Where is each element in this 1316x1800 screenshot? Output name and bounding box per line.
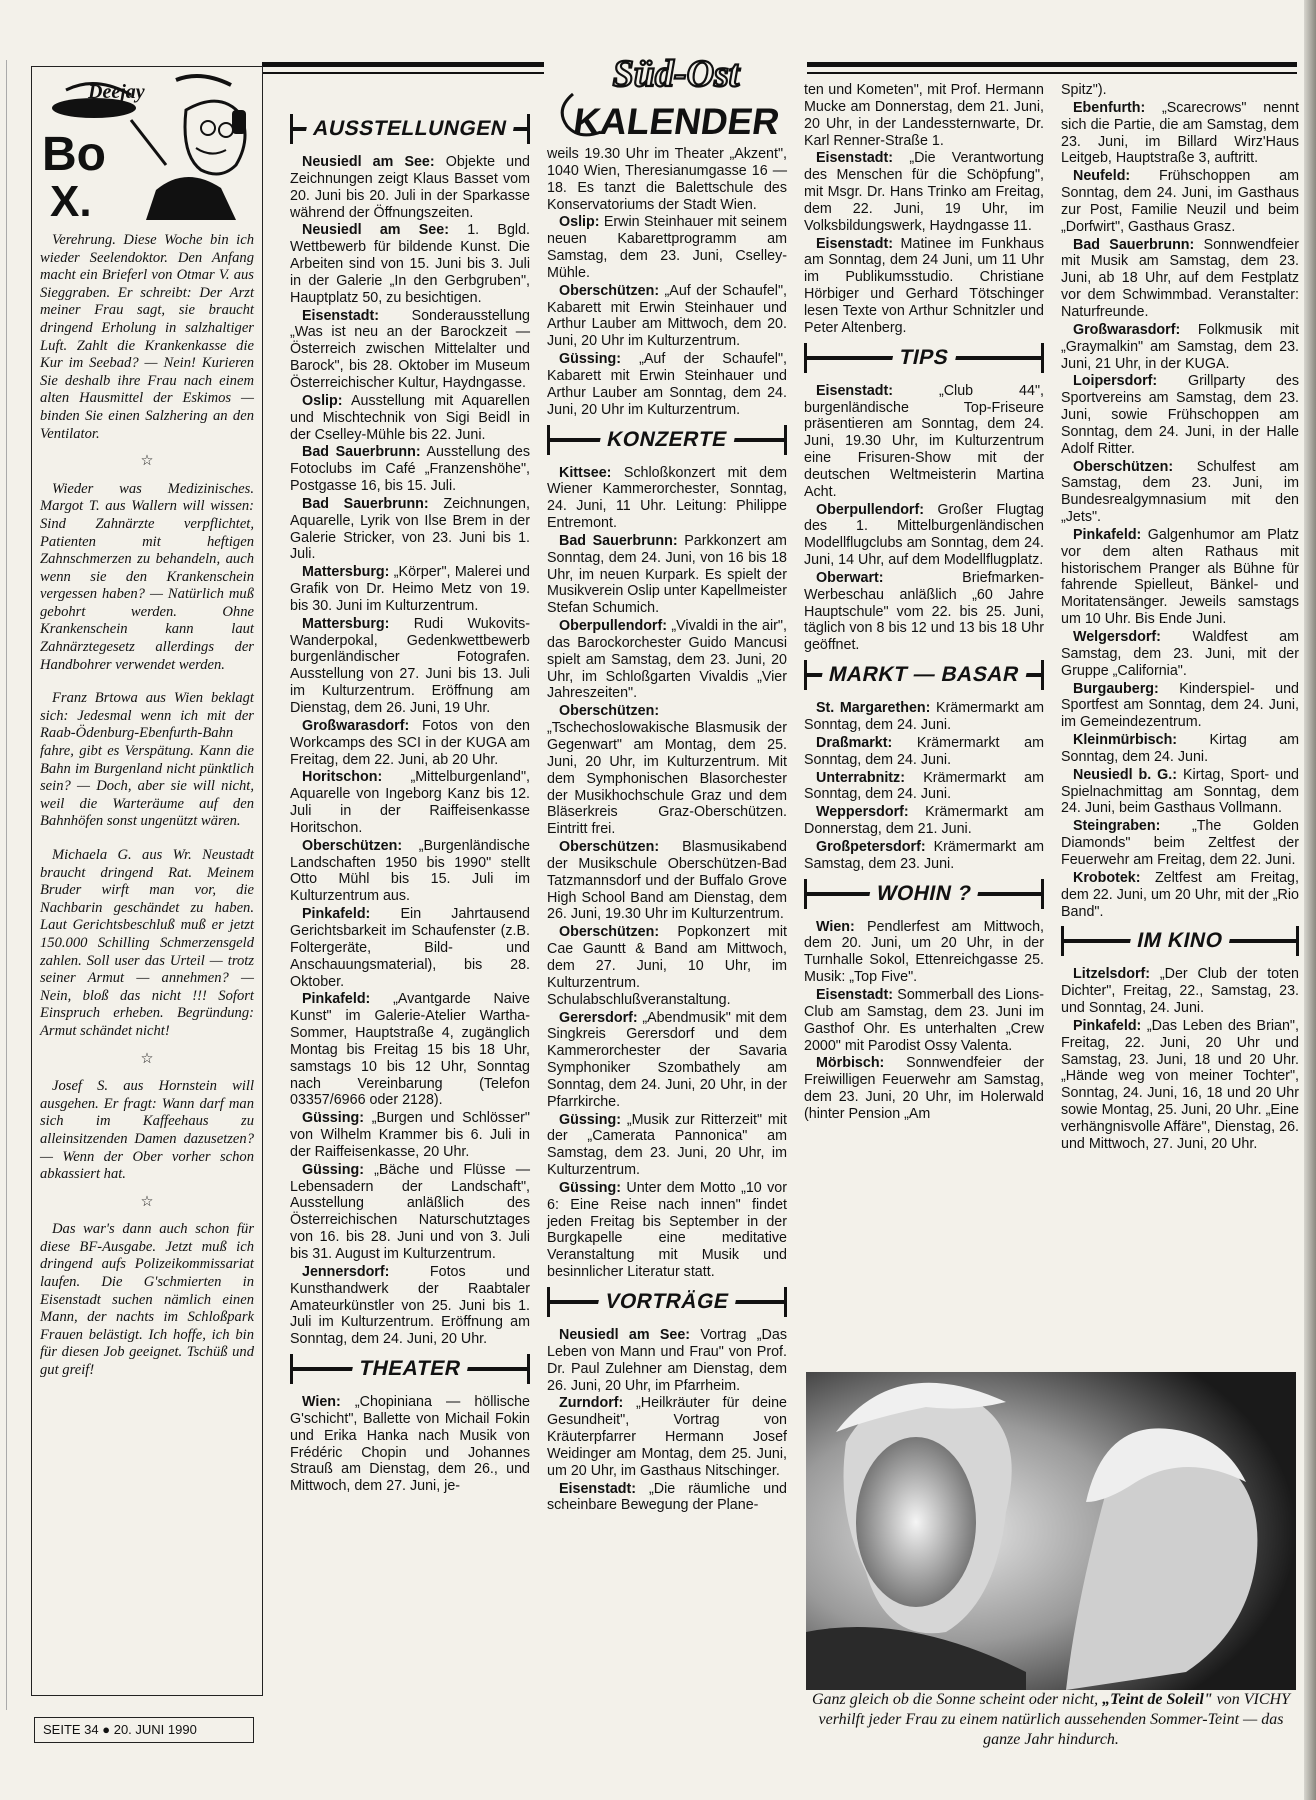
listing-text: Matinee im Funkhaus am Sonntag, dem 24 Juni, um 11 Uhr im Publikumsstudio. Christiane Hörbiger und Gerhard Tötschinger lesen Texte von Arthur Schnitzler und Peter Altenberg. xyxy=(804,235,1044,336)
listing-place: Oberschützen: xyxy=(559,703,660,720)
listing-entry xyxy=(547,1395,787,1479)
listing-text: Sonnwendfeier mit Musik am Samstag, dem 23. Juni, ab 18 Uhr, auf dem Festplatz vor dem Schwimmbad. Veranstalter: Naturfreunde. xyxy=(1061,236,1299,320)
listing-text: Fotos von den Workcamps des SCI in der KUGA am Freitag, dem 22. Juni, ab 20 Uhr. xyxy=(290,717,530,768)
listing-entry xyxy=(1061,459,1299,526)
listing-entry xyxy=(1061,681,1299,732)
listing-entry xyxy=(547,214,787,281)
listing-place: Krobotek: xyxy=(1073,869,1141,886)
listing-place: Eisenstadt: xyxy=(816,235,894,252)
listing-entry xyxy=(290,308,530,392)
top-rule-left-thin xyxy=(262,72,544,74)
listing-text: „Tschechoslowakische Blasmusik der Gegenwart" am Montag, dem 25. Juni, 20 Uhr, im Kulturzentrum. Mit dem Symphonischen Blasorchester der Musikhochschule Graz und dem Bläserkreis Graz-Oberschützen. Eintritt frei. xyxy=(547,720,787,838)
listing-place: Draßmarkt: xyxy=(816,734,893,751)
listing-place: Kleinmürbisch: xyxy=(1073,732,1178,749)
listing-place: Oslip: xyxy=(559,214,600,231)
section-header-ausstellungen xyxy=(290,114,530,144)
listing-text: „Vivaldi in the air", das Barockorchester Guido Mancusi spielt am Samstag, dem 23. Juni, 20 Uhr, im Schloßgarten Vivaldis „Vier Jahreszeiten". xyxy=(547,618,787,702)
listing-place: Steingraben: xyxy=(1073,818,1161,835)
listing-entry xyxy=(290,154,530,221)
section-header-tips xyxy=(804,343,1044,373)
sidebar-paragraph: Michaela G. aus Wr. Neustadt braucht dringend Rat. Meinem Bruder wirft man vor, die Nachbarin geschändet zu haben. Laut Gerichtsbeschluß muß er jetzt 150.000 Schilling Schmerzensgeld zahlen. Soll user das Urteil — trotz seiner Armut — annehmen? — Nein, bloß das nicht !!! Sofort Einspruch erheben. Begründung: Armut schändet nicht! xyxy=(40,847,254,1039)
listing-entry xyxy=(290,1162,530,1263)
listing-place: Oberschützen: xyxy=(559,282,660,299)
photo-caption xyxy=(806,1690,1296,1750)
listing-text: Sonnwendfeier der Freiwilligen Feuerwehr am Samstag, dem 23. Juni, 20 Uhr, im Holerwald (hinter Pension „Am xyxy=(804,1055,1044,1122)
listing-place: Bad Sauerbrunn: xyxy=(302,444,421,461)
listing-entry xyxy=(804,1055,1044,1122)
listing-entry xyxy=(290,1110,530,1161)
left-margin-line xyxy=(6,60,7,1710)
listing-entry xyxy=(547,703,787,838)
listing-place: Oberpullendorf: xyxy=(559,618,668,635)
listing-place: Unterrabnitz: xyxy=(816,769,905,786)
section-title: KONZERTE xyxy=(597,427,736,453)
listing-place: Neusiedl b. G.: xyxy=(1073,766,1178,783)
listing-place: Neusiedl am See: xyxy=(559,1327,691,1343)
listing-entry xyxy=(804,700,1044,734)
listing-entry xyxy=(547,1481,787,1515)
listing-entry xyxy=(1061,100,1299,167)
listing-entry xyxy=(1061,629,1299,680)
listing-entry xyxy=(290,393,530,444)
listing-entry xyxy=(1061,966,1299,1017)
listing-place: Großwarasdorf: xyxy=(1073,321,1181,338)
page-footer: SEITE 34 ● 20. JUNI 1990 xyxy=(34,1717,254,1743)
listing-entry xyxy=(1061,1018,1299,1153)
listing-place: Burgauberg: xyxy=(1073,680,1159,697)
listing-entry xyxy=(290,1394,530,1495)
listing-place: Bad Sauerbrunn: xyxy=(1073,236,1195,253)
listing-text: Sommerball des Lions-Club am Samstag, dem 23. Juni im Gasthof Ohr. Es unterhalten „Crew 2000" mit Parodist Ossy Valenta. xyxy=(804,986,1044,1054)
logo-x-text: X. xyxy=(50,177,92,222)
listing-place: Neusiedl am See: xyxy=(302,222,449,239)
listing-entry xyxy=(547,351,787,418)
listing-entry xyxy=(1061,237,1299,321)
listing-text: Fotos und Kunsthandwerk der Raabtaler Amateurkünstler von 25. Juni bis 1. Juli im Kulturzentrum. Eröffnung am Sonntag, dem 24. Juni, 20 Uhr. xyxy=(290,1263,530,1348)
listing-text: „Heilkräuter für deine Gesundheit", Vortrag von Kräuterpfarrer Hermann Josef Weidinger am Montag, dem 25. Juni, um 20 Uhr, im Gasthaus Nitschinger. xyxy=(547,1395,787,1479)
listing-text: „Das Leben des Brian", Freitag, 22. Juni, 20 Uhr und Samstag, 23. Juni, 18 und 20 Uhr. „Hände weg von meiner Tochter", Sonntag, 24. Juni, 16, 18 und 20 Uhr sowie Montag, 25. Juni, 20 Uhr. „Eine verhängnisvolle Affäre", Dienstag, 26. und Mittwoch, 27. Juni, 20 Uhr. xyxy=(1061,1017,1299,1152)
listing-text: Krämermarkt am Donnerstag, dem 21. Juni. xyxy=(804,804,1044,838)
listing-entry xyxy=(1061,82,1299,99)
star-icon: ☆ xyxy=(140,1193,154,1210)
section-title: VORTRÄGE xyxy=(596,1289,739,1315)
listing-text: „The Golden Diamonds" beim Zeltfest der Feuerwehr am Freitag, dem 22. Juni. xyxy=(1061,818,1299,868)
listing-text: ten und Kometen", mit Prof. Hermann Mucke am Donnerstag, dem 21. Juni, 20 Uhr, in der Landessternwarte, Dr. Karl Renner-Straße 1. xyxy=(804,82,1044,149)
listing-place: Pinkafeld: xyxy=(1073,1017,1142,1034)
listing-place: Güssing: xyxy=(302,1110,364,1127)
listing-entry xyxy=(290,222,530,306)
listing-text: Briefmarken-Werbeschau anläßlich „60 Jahre Hauptschule" vom 22. bis 25. Juni, täglich von 8 bis 12 und 13 bis 18 Uhr geöffnet. xyxy=(804,569,1044,654)
listing-place: Eisenstadt: xyxy=(816,382,894,399)
listing-entry xyxy=(290,564,530,615)
listing-entry xyxy=(290,444,530,495)
listing-entry xyxy=(804,570,1044,654)
listing-place: Güssing: xyxy=(559,351,621,368)
caption-part-c: von VICHY verhilft jeder Frau zu einem natürlich aussehenden Sommer-Teint — das ganze Jahr hindurch. xyxy=(818,1691,1290,1748)
listing-text: Zeichnungen, Aquarelle, Lyrik von Ilse Brem in der Galerie Stricker, von 23. Juni bis 1. Juli. xyxy=(290,495,530,563)
listing-place: Oberschützen: xyxy=(559,839,660,856)
listing-entry xyxy=(804,383,1044,501)
section-header-im-kino xyxy=(1061,926,1299,956)
column-2 xyxy=(547,146,787,1515)
listing-place: Eisenstadt: xyxy=(816,986,894,1003)
listing-place: Wien: xyxy=(302,1394,341,1411)
listing-text: „Chopiniana — höllische G'schicht", Ballette von Michail Fokin und Erika Hanka nach Musik von Frédéric Chopin und Johannes Strauß am Dienstag, dem 26., und Mittwoch, dem 27. Juni, je- xyxy=(290,1394,530,1495)
listing-entry xyxy=(547,1010,787,1111)
listing-place: Mattersburg: xyxy=(302,615,390,632)
sidebar-paragraph: Josef S. aus Hornstein will ausgehen. Er fragt: Wann darf man sich im Kaffeehaus zu alleinsitzenden Damen dazusetzen? — Wenn der Ober vorher schon abkassiert hat. xyxy=(40,1078,254,1183)
right-edge-shadow xyxy=(1304,0,1316,1800)
listing-place: Pinkafeld: xyxy=(1073,526,1142,543)
listing-entry xyxy=(290,838,530,905)
section-title: MARKT — BASAR xyxy=(819,662,1028,688)
listing-text: Ein Jahrtausend Gerichtsbarkeit im Schaufenster (z.B. Foltergeräte, Bild- und Anschauungsmaterial), bis 28. Oktober. xyxy=(290,906,530,990)
listing-text: Zeltfest am Freitag, dem 22. Juni, um 20 Uhr, mit der „Rio Band". xyxy=(1061,869,1299,920)
listing-text: Sonderausstellung „Was ist neu an der Barockzeit — Österreich zwischen Mittelalter und Barock", bis 28. Oktober im Museum Österreichischer Kultur, Haydngasse. xyxy=(290,307,530,391)
listing-place: Pinkafeld: xyxy=(302,991,371,1008)
section-title: THEATER xyxy=(350,1356,471,1382)
listing-entry xyxy=(804,502,1044,569)
listing-entry xyxy=(290,769,530,836)
listing-place: Ebenfurth: xyxy=(1073,99,1146,116)
listing-entry xyxy=(1061,322,1299,373)
listing-entry xyxy=(547,283,787,350)
listing-place: Oberschützen: xyxy=(1073,458,1174,475)
listing-place: St. Margarethen: xyxy=(816,700,931,717)
listing-text: Galgenhumor am Platz vor dem alten Rathaus mit historischem Pranger als Bühne für fahrende Spielleut, Bänkel- und Moritatensänger. Jeweils samstags um 10 Uhr. Bis Ende Juni. xyxy=(1061,526,1299,628)
deejay-box-logo xyxy=(36,70,258,222)
sidebar-paragraph: Verehrung. Diese Woche bin ich wieder Seelendoktor. Den Anfang macht ein Brieferl von Otmar V. aus Sieggraben. Er schreibt: Der Arzt meiner Frau sagt, sie braucht dringend Erholung in salzhaltiger Luft. Zahlt die Krankenkasse die Kur im Seebad? — Nein! Kurieren Sie deshalb ihre Frau nach einem alten Hausmittel der Eskimos — binden Sie einen Salzhering an den Ventilator. xyxy=(40,232,254,442)
section-header-vortraege xyxy=(547,1287,787,1317)
listing-text: „Die räumliche und scheinbare Bewegung der Plane- xyxy=(547,1480,787,1514)
listing-place: Horitschon: xyxy=(302,769,383,786)
section-header-wohin xyxy=(804,879,1044,909)
caption-part-a: Ganz gleich ob die Sonne scheint oder nicht, xyxy=(811,1691,1099,1708)
listing-text: „Club 44", burgenländische Top-Friseure präsentieren am Sonntag, dem 24. Juni, 19.30 Uhr, im Kulturzentrum eine Frisuren-Show mit der deutschen Weltmeisterin Martina Acht. xyxy=(804,382,1044,500)
listing-text: „Abendmusik" mit dem Singkreis Gerersdorf und dem Kammerorchester der Savaria Symphoniker Szombathely am Sonntag, dem 24. Juni, 20 Uhr, in der Pfarrkirche. xyxy=(547,1009,787,1110)
listing-text: Frühschoppen am Sonntag, dem 24. Juni, im Gasthaus zur Post, Familie Neuzil und beim „Dorfwirt", Gasthaus Grasz. xyxy=(1061,168,1299,235)
listing-place: Neufeld: xyxy=(1073,168,1131,185)
listing-text: Folkmusik mit „Graymalkin" am Samstag, dem 23. Juni, 21 Uhr, in der KUGA. xyxy=(1061,321,1299,372)
listing-entry xyxy=(547,533,787,617)
star-icon: ☆ xyxy=(140,1050,154,1067)
listing-place: Oslip: xyxy=(302,392,343,409)
logo-top-text: Süd-Ost xyxy=(612,54,740,95)
listing-text: „Auf der Schaufel", Kabarett mit Erwin Steinhauer und Arthur Lauber am Mittwoch, dem 20. Juni, 20 Uhr im Kulturzentrum. xyxy=(547,282,787,350)
listing-text: „Avantgarde Naive Kunst" im Galerie-Atelier Wartha-Sommer, Hauptstraße 4, zugänglich Montag bis Freitag 15 bis 18 Uhr, samstags 10 bis 12 Uhr, Sonntag nach Vereinbarung (Telefon 03357/6966 oder 2128). xyxy=(290,991,530,1109)
listing-place: Jennersdorf: xyxy=(302,1263,390,1280)
sidebar-paragraph: Wieder was Medizinisches. Margot T. aus Wallern will wissen: Sind Zahnärzte verpflichtet, Patienten mit heftigen Zahnschmerzen zu behandeln, auch wenn sie den Krankenschein vergessen haben? — Natürlich muß gebohrt werden. Ohne Krankenschein kann laut Zahnärztegesetz allerdings der Handbohrer verwendet werden. xyxy=(40,480,254,673)
listing-entry xyxy=(547,839,787,923)
listing-entry xyxy=(1061,818,1299,869)
listing-entry xyxy=(1061,767,1299,818)
listing-entry xyxy=(804,82,1044,149)
listing-entry xyxy=(290,1264,530,1348)
listing-entry xyxy=(547,146,787,213)
listing-place: Wien: xyxy=(816,918,855,935)
listing-text: „Burgen und Schlösser" von Wilhelm Krammer bis 6. Juli in der Raiffeisenkasse, 20 Uhr. xyxy=(290,1110,530,1160)
section-title: TIPS xyxy=(890,345,958,371)
listing-place: Loipersdorf: xyxy=(1073,373,1158,390)
column-4 xyxy=(1061,82,1299,1154)
listing-place: Mörbisch: xyxy=(816,1055,885,1072)
listing-place: Mattersburg: xyxy=(302,564,390,581)
listing-entry xyxy=(804,735,1044,769)
listing-text: „Die Verantwortung des Menschen für die Schöpfung", mit Msgr. Dr. Hans Trinko am Freitag, dem 22. Juni, 19 Uhr, im Volksbildungswerk, Haydngasse 11. xyxy=(804,150,1044,234)
listing-entry xyxy=(547,1327,787,1394)
listing-place: Großwarasdorf: xyxy=(302,717,410,734)
listing-entry xyxy=(804,839,1044,873)
listing-text: Blasmusikabend der Musikschule Oberschützen-Bad Tatzmannsdorf und der Buffalo Grove High School Band am Dienstag, dem 26. Juni, 19.30 Uhr im Kulturzentrum. xyxy=(547,839,787,923)
listing-text: Krämermarkt am Sonntag, dem 24. Juni. xyxy=(804,700,1044,733)
listing-text: Krämermarkt am Sonntag, dem 24. Juni. xyxy=(804,734,1044,768)
listing-text: Ausstellung des Fotoclubs im Café „Franzenshöhe", Postgasse 16, bis 15. Juli. xyxy=(290,444,531,495)
section-title: WOHIN ? xyxy=(867,881,981,907)
listing-entry xyxy=(547,465,787,532)
listing-place: Oberpullendorf: xyxy=(816,501,925,518)
listing-text: Kirtag am Sonntag, dem 24. Juni. xyxy=(1061,732,1299,765)
listing-entry xyxy=(547,924,787,1008)
listing-text: Ausstellung mit Aquarellen und Mischtechnik von Sigi Beidl in der Cselley-Mühle bis 22. Juni. xyxy=(290,392,531,443)
listing-place: Zurndorf: xyxy=(559,1395,624,1412)
listing-text: Grillparty des Sportvereins am Samstag, dem 23. Juni, sowie Frühschoppen am Sonntag, dem 24. Juni, in der Halle Adolf Ritter. xyxy=(1061,373,1299,457)
listing-entry xyxy=(1061,168,1299,235)
listing-entry xyxy=(804,987,1044,1054)
listing-text: Objekte und Zeichnungen zeigt Klaus Basset vom 20. Juni bis 20. Juli in der Sparkasse während der Öffnungszeiten. xyxy=(290,154,530,221)
section-title: AUSSTELLUNGEN xyxy=(304,116,517,142)
listing-text: Popkonzert mit Cae Gauntt & Band am Mittwoch, dem 27. Juni, 10 Uhr, im Kulturzentrum. Schulabschlußveranstaltung. xyxy=(547,924,787,1008)
listing-text: „Körper", Malerei und Grafik von Dr. Heimo Metz von 19. bis 30. Juni im Kulturzentrum. xyxy=(290,564,530,614)
listing-place: Oberschützen: xyxy=(559,924,660,941)
listing-place: Neusiedl am See: xyxy=(302,154,435,170)
listing-text: Parkkonzert am Sonntag, dem 24. Juni, von 16 bis 18 Uhr, im neuen Kurpark. Es spielt der Musikverein Oslip unter Kapellmeister Stefan Schumich. xyxy=(547,532,787,617)
listing-text: Spitz"). xyxy=(1061,82,1107,98)
logo-deejay-text: Deejay xyxy=(88,81,145,103)
listing-entry xyxy=(290,991,530,1109)
listing-entry xyxy=(1061,732,1299,766)
listing-entry xyxy=(547,1112,787,1179)
section-header-markt-basar xyxy=(804,660,1044,690)
listing-place: Bad Sauerbrunn: xyxy=(302,495,429,512)
listing-entry xyxy=(1061,870,1299,921)
listing-entry xyxy=(804,236,1044,337)
listing-entry xyxy=(547,618,787,702)
listing-text: Schloßkonzert mit dem Wiener Kammerorchester, Sonntag, 24. Juni, 11 Uhr. Leitung: Philippe Entremont. xyxy=(547,464,787,532)
listing-place: Güssing: xyxy=(559,1179,621,1196)
listing-text: „Bäche und Flüsse — Lebensadern der Landschaft", Ausstellung anläßlich des Österreichischen Naturschutztages von 16. bis 28. Juni und von 3. Juli bis 31. August im Kulturzentrum. xyxy=(290,1161,530,1262)
vichy-advertisement-photo xyxy=(806,1372,1296,1690)
listing-entry xyxy=(1061,373,1299,457)
column-1 xyxy=(290,108,530,1496)
listing-entry xyxy=(1061,527,1299,628)
listing-text: Kinderspiel- und Sportfest am Sonntag, dem 24. Juni, im Gemeindezentrum. xyxy=(1061,680,1299,731)
listing-entry xyxy=(290,496,530,563)
listing-place: Kittsee: xyxy=(559,464,612,481)
sued-ost-kalender-logo xyxy=(545,54,807,144)
listing-text: „Auf der Schaufel", Kabarett mit Erwin Steinhauer und Arthur Lauber am Sonntag, dem 24. Juni, 20 Uhr im Kulturzentrum. xyxy=(547,351,787,418)
listing-text: Vortrag „Das Leben von Mann und Frau" von Prof. Dr. Paul Zulehner am Dienstag, dem 26. Juni, 20 Uhr, im Pfarrheim. xyxy=(547,1327,787,1394)
listing-text: Rudi Wukovits-Wanderpokal, Gedenkwettbewerb burgenländischer Fotografen. Ausstellung von 27. Juni bis 13. Juli im Kulturzentrum. Eröffnung am Dienstag, dem 26. Juni, 19 Uhr. xyxy=(290,615,530,716)
listing-place: Weppersdorf: xyxy=(816,804,909,821)
listing-text: Pendlerfest am Mittwoch, dem 20. Juni, um 20 Uhr, in der Turnhalle Sokol, Ettenreichgasse 25. Musik: „Top Five". xyxy=(804,918,1044,986)
listing-text: Waldfest am Samstag, dem 23. Juni, mit der Gruppe „California". xyxy=(1061,629,1299,679)
listing-entry xyxy=(804,770,1044,804)
listing-text: Großer Flugtag des 1. Mittelburgenländischen Modellflugclubs am Sonntag, dem 24. Juni, 14 Uhr, auf dem Modellflugplatz. xyxy=(804,501,1044,569)
listing-place: Welgersdorf: xyxy=(1073,629,1161,645)
listing-text: weils 19.30 Uhr im Theater „Akzent", 1040 Wien, Theresianumgasse 16 — 18. Es tanzt die Balettschule des Konservatoriums der Stadt Wien. xyxy=(547,146,787,213)
listing-entry xyxy=(290,616,530,717)
logo-bo-text: Bo xyxy=(42,128,106,181)
listing-text: „Scarecrows" nennt sich die Partie, die am Samstag, dem 23. Juni, im Billard Wirz'Haus Leitgeb, Hauptstraße 3, auftritt. xyxy=(1061,99,1299,167)
listing-place: Großpetersdorf: xyxy=(816,838,926,855)
section-title: IM KINO xyxy=(1128,928,1233,954)
listing-place: Oberwart: xyxy=(816,569,884,586)
listing-place: Eisenstadt: xyxy=(302,307,380,324)
listing-place: Gerersdorf: xyxy=(559,1009,638,1026)
sidebar-paragraph: Das war's dann auch schon für diese BF-Ausgabe. Jetzt muß ich dringend aufs Polizeikommissariat laufen. Die G'schmierten in Eisenstadt suchen nämlich einen Mann, der nachts im Schloßpark Frauen belästigt. Ich hoffe, ich bin für diesen Job geeignet. Tschüß und gut greif! xyxy=(40,1221,254,1379)
listing-entry xyxy=(547,1180,787,1281)
listing-entry xyxy=(290,906,530,990)
section-header-theater xyxy=(290,1354,530,1384)
caption-brand: „Teint de Soleil" xyxy=(1102,1691,1213,1708)
listing-text: „Musik zur Ritterzeit" mit der „Camerata Pannonica" am Samstag, dem 23. Juni, 20 Uhr, im Kulturzentrum. xyxy=(547,1111,787,1179)
deejay-box-text xyxy=(40,232,254,1380)
listing-entry xyxy=(804,150,1044,234)
listing-place: Litzelsdorf: xyxy=(1073,966,1151,983)
listing-text: 1. Bgld. Wettbewerb für bildende Kunst. Die Arbeiten sind von 15. Juni bis 3. Juli in der Galerie „In den Gerbgruben", Hauptplatz 50, zu besichtigen. xyxy=(290,222,530,306)
listing-place: Güssing: xyxy=(302,1161,364,1178)
listing-text: Krämermarkt am Samstag, dem 23. Juni. xyxy=(804,838,1044,872)
listing-place: Güssing: xyxy=(559,1111,621,1128)
listing-entry xyxy=(804,804,1044,838)
listing-place: Pinkafeld: xyxy=(302,906,371,923)
listing-place: Eisenstadt: xyxy=(559,1480,637,1497)
listing-text: „Mittelburgenland", Aquarelle von Ingeborg Kanz bis 12. Juli in der Raiffeisenkasse Horitschon. xyxy=(290,769,530,836)
listing-place: Bad Sauerbrunn: xyxy=(559,532,678,549)
listing-text: Kirtag, Sport- und Spielnachmittag am Sonntag, dem 24. Juni, beim Gasthaus Vollmann. xyxy=(1061,766,1299,817)
star-icon: ☆ xyxy=(140,453,154,470)
logo-bottom-text: KALENDER xyxy=(570,100,783,142)
column-3 xyxy=(804,82,1044,1124)
listing-text: Krämermarkt am Sonntag, dem 24. Juni. xyxy=(804,769,1044,803)
listing-text: Schulfest am Samstag, dem 23. Juni, im Bundesrealgymnasium mit den „Jets". xyxy=(1061,458,1299,526)
listing-text: „Burgenländische Landschaften 1950 bis 1990" stellt Otto Mühl bis 15. Juli im Kulturzentrum aus. xyxy=(290,837,530,905)
sidebar-paragraph: Franz Brtowa aus Wien beklagt sich: Jedesmal wenn ich mit der Raab-Ödenburg-Ebenfurth-Bahn fahre, gibt es Verspätung. Kann die Bahn im Burgenland nicht pünktlich sein? — Doch, aber sie will nicht, weil die Warteräume auf den Bahnhöfen sonst ungenützt wären. xyxy=(40,690,254,830)
listing-text: „Der Club der toten Dichter", Freitag, 22., Samstag, 23. und Sonntag, 24. Juni. xyxy=(1061,966,1299,1017)
top-rule-right xyxy=(807,62,1297,67)
listing-place: Oberschützen: xyxy=(302,837,403,854)
listing-text: Unter dem Motto „10 vor 6: Eine Reise nach innen" findet jeden Freitag bis September in der Burgkapelle eine meditative Veranstaltung mit Musik und besinnlicher Literatur statt. xyxy=(547,1179,787,1281)
listing-text: Erwin Steinhauer mit seinem neuen Kabarettprogramm am Samstag, dem 23. Juni, Cselley-Mühle. xyxy=(547,214,787,281)
section-header-konzerte xyxy=(547,425,787,455)
top-rule-right-thin xyxy=(807,72,1297,74)
listing-entry xyxy=(290,718,530,769)
top-rule-left xyxy=(262,62,544,67)
listing-entry xyxy=(804,919,1044,986)
listing-place: Eisenstadt: xyxy=(816,150,894,167)
